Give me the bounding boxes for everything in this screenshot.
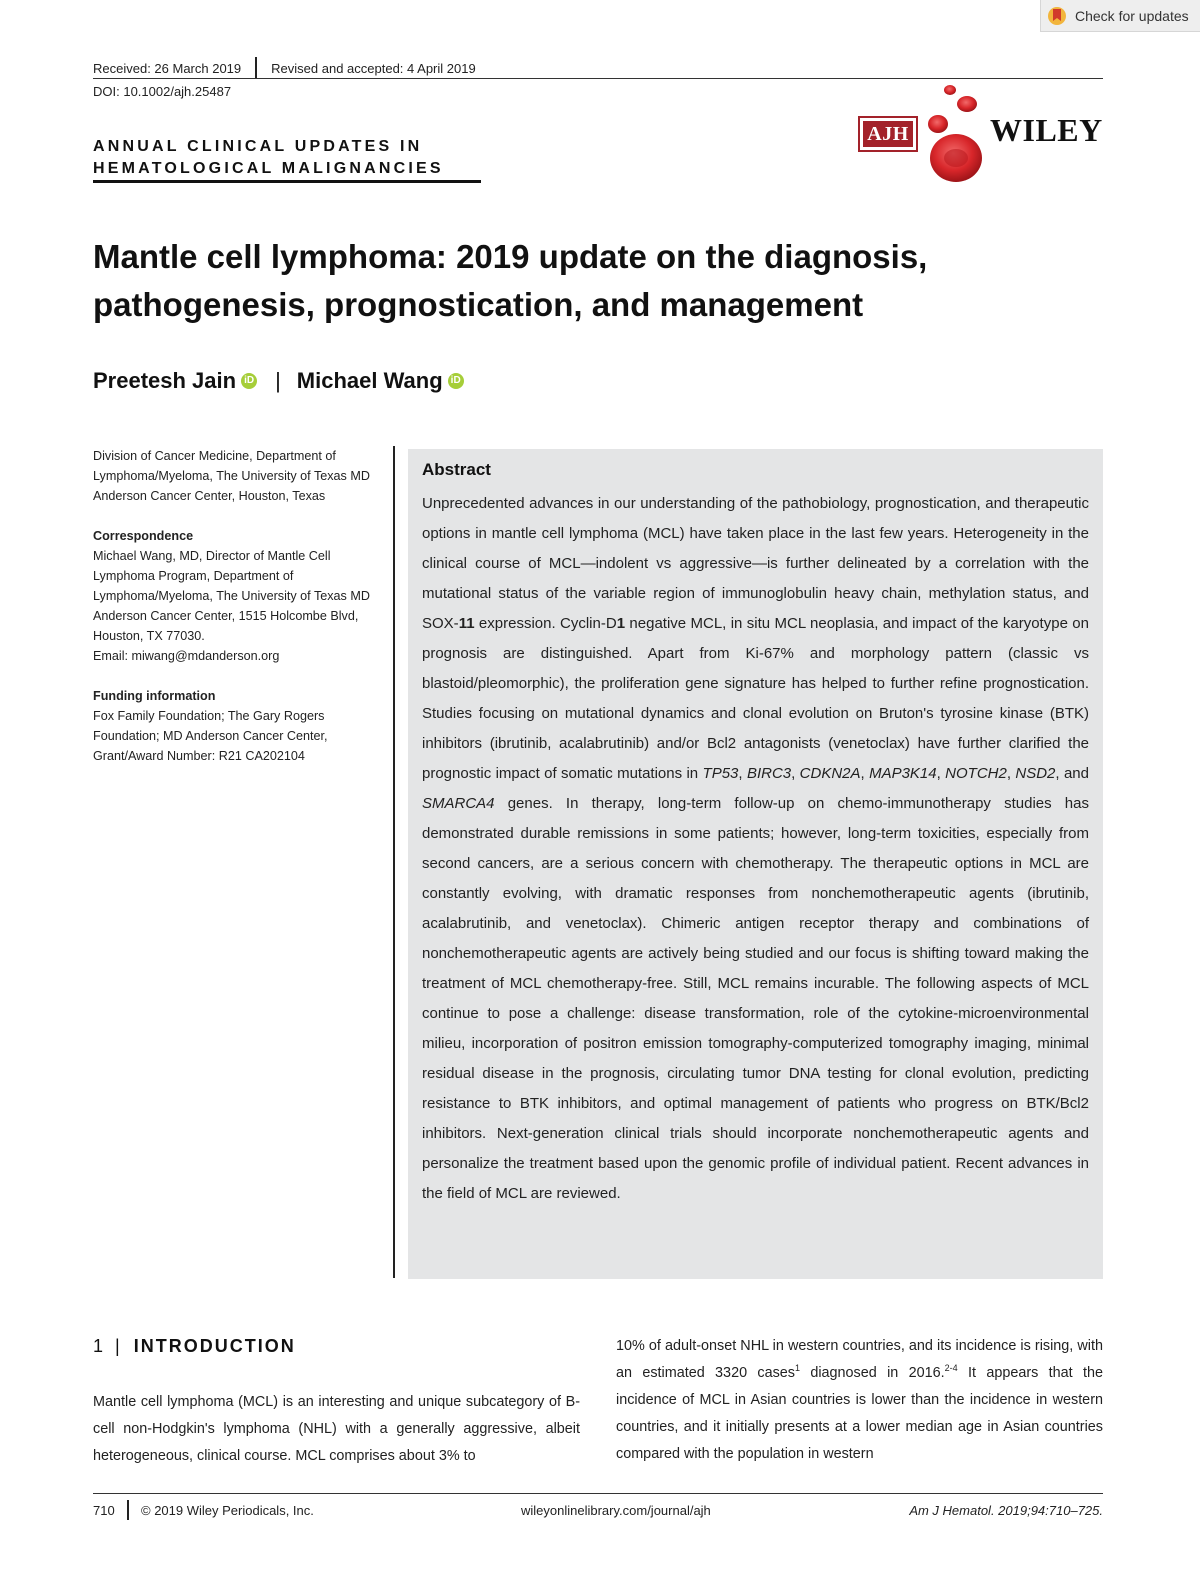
received-date: Received: 26 March 2019: [93, 60, 242, 76]
list-separator: ,: [738, 765, 747, 782]
introduction-heading: [93, 1336, 296, 1357]
footer-separator: [127, 1500, 129, 1520]
list-separator: ,: [791, 765, 800, 782]
correspondence-email[interactable]: Email: miwang@mdanderson.org: [93, 649, 280, 663]
section-label-line2: HEMATOLOGICAL MALIGNANCIES: [93, 160, 444, 177]
reference-marker[interactable]: 2-4: [944, 1363, 958, 1374]
abstract-part: negative MCL, in situ MCL neoplasia, and impact of the karyotype on prognosis are distinguished. Apart from Ki-67% and morphology pattern (classic vs blastoid/pleomorphic), the proliferation gene signature has helped to further refine prognostication. Studies focusing on mutational dynamics and clonal evolution on Bruton's tyrosine kinase (BTK) inhibitors (ibrutinib, acalabrutinib) and/or Bcl2 antagonists (venetoclax) have further clarified the prognostic impact of somatic mutations in: [422, 615, 1089, 782]
gene-name: SMARCA4: [422, 795, 495, 812]
ajh-logo-text: AJH: [863, 121, 913, 147]
page-footer: [93, 1500, 1103, 1520]
revised-date: Revised and accepted: 4 April 2019: [271, 60, 476, 76]
correspondence-text: Michael Wang, MD, Director of Mantle Cell Lymphoma Program, Department of Lymphoma/Myeloma, The University of Texas MD Anderson Cancer Center, 1515 Holcombe Blvd, Houston, TX 77030.: [93, 549, 370, 643]
journal-link[interactable]: wileyonlinelibrary.com/journal/ajh: [521, 1502, 711, 1518]
correspondence-block: [93, 526, 383, 666]
abstract-heading: Abstract: [422, 460, 491, 479]
copyright: © 2019 Wiley Periodicals, Inc.: [141, 1502, 314, 1518]
gene-name: NOTCH2: [945, 765, 1007, 782]
column-divider: [393, 446, 395, 1278]
intro-text: It appears that the incidence of MCL in Asian countries is lower than the incidence in western countries, and it initially presents at a lower median age in Asian countries compared with the population in western: [616, 1365, 1103, 1462]
title-line2: pathogenesis, prognostication, and management: [93, 286, 864, 323]
gene-name: BIRC3: [746, 765, 792, 782]
abstract-box: [408, 449, 1103, 1279]
author-separator: |: [275, 368, 281, 393]
list-separator: ,: [860, 765, 870, 782]
intro-column-left: Mantle cell lymphoma (MCL) is an interesting and unique subcategory of B-cell non-Hodgkin's lymphoma (NHL) with a generally aggressive, albeit heterogeneous, clinical course. MCL comprises about 3% to: [93, 1394, 580, 1464]
gene-name: TP53: [702, 765, 739, 782]
intro-text: diagnosed in 2016.: [800, 1365, 945, 1381]
cyclin-number: 1: [616, 615, 626, 632]
doi[interactable]: DOI: 10.1002/ajh.25487: [93, 84, 232, 99]
article-title: [93, 233, 1093, 329]
header-rule: [93, 78, 1103, 79]
abstract-part: expression. Cyclin-D: [474, 615, 617, 632]
citation: Am J Hematol. 2019;94:710–725.: [909, 1502, 1103, 1518]
intro-column-right: [616, 1333, 1103, 1468]
affiliation: Division of Cancer Medicine, Department of Lymphoma/Myeloma, The University of Texas MD Anderson Cancer Center, Houston, Texas: [93, 449, 370, 503]
abstract-part: Unprecedented advances in our understanding of the pathobiology, prognostication, and therapeutic options in mantle cell lymphoma (MCL) have taken place in the last few years. Heterogeneity in the clinical course of MCL—indolent vs aggressive—is further delineated by a correlation with the mutational status of the variable region of immunoglobulin heavy chain, methylation status, and SOX-: [422, 495, 1089, 632]
list-separator: , and: [1055, 765, 1089, 782]
orcid-icon[interactable]: iD: [448, 373, 464, 389]
date-separator: [255, 57, 257, 79]
check-for-updates-icon: [1047, 6, 1067, 26]
funding-text: Fox Family Foundation; The Gary Rogers Foundation; MD Anderson Cancer Center, Grant/Award Number: R21 CA202104: [93, 709, 328, 763]
check-for-updates-label: Check for updates: [1075, 7, 1189, 24]
gene-name: CDKN2A: [799, 765, 861, 782]
list-separator: ,: [936, 765, 946, 782]
section-title: INTRODUCTION: [133, 1336, 296, 1356]
section-bar: |: [115, 1336, 120, 1356]
gene-name: NSD2: [1015, 765, 1056, 782]
red-blood-cells-icon: [920, 80, 986, 186]
intro-text: 10% of adult-onset NHL in western countries, and its incidence is rising, with an estimated 3320 cases: [616, 1338, 1103, 1381]
article-info-column: [93, 446, 383, 786]
gene-name: MAP3K14: [869, 765, 937, 782]
sox-number: 11: [458, 615, 475, 632]
funding-block: [93, 686, 383, 766]
section-label-line1: ANNUAL CLINICAL UPDATES IN: [93, 138, 423, 155]
section-number: 1: [93, 1336, 104, 1356]
check-for-updates-button[interactable]: [1040, 0, 1200, 32]
page-number: 710: [93, 1502, 115, 1518]
orcid-icon[interactable]: iD: [241, 373, 257, 389]
footer-rule: [93, 1493, 1103, 1494]
author-name[interactable]: Michael Wang: [296, 368, 443, 393]
section-rule: [93, 180, 481, 183]
title-line1: Mantle cell lymphoma: 2019 update on the diagnosis,: [93, 238, 928, 275]
abstract-part: genes. In therapy, long-term follow-up on chemo-immunotherapy studies has demonstrated durable remissions in some patients; however, long-term toxicities, especially from second cancers, are a serious concern with chemotherapy. The therapeutic options in MCL are constantly evolving, with dramatic responses from nonchemotherapeutic agents (ibrutinib, acalabrutinib, and venetoclax). Chimeric antigen receptor therapy and combinations of nonchemotherapeutic agents are actively being studied and our focus is shifting toward making the treatment of MCL chemotherapy-free. Still, MCL remains incurable. The following aspects of MCL continue to pose a challenge: disease transformation, role of the cytokine-microenvironmental milieu, incorporation of positron emission tomography-computerized tomography imaging, minimal residual disease in the prognosis, circulating tumor DNA testing for clonal evolution, predicting resistance to BTK inhibitors, and optimal management of patients who progress on BTK/Bcl2 inhibitors. Next-generation clinical trials should incorporate nonchemotherapeutic agents and personalize the treatment based upon the genomic profile of individual patient. Recent advances in the field of MCL are reviewed.: [422, 795, 1089, 1202]
correspondence-label: Correspondence: [93, 529, 194, 543]
reference-marker[interactable]: 1: [795, 1363, 801, 1374]
section-label: [93, 136, 444, 180]
author-name[interactable]: Preetesh Jain: [93, 368, 237, 393]
abstract-text: [422, 489, 1089, 1209]
article-dates: [93, 57, 476, 79]
funding-label: Funding information: [93, 689, 216, 703]
author-list: [93, 368, 468, 394]
wiley-publisher-logo: WILEY: [990, 112, 1103, 148]
ajh-journal-logo: [858, 116, 918, 152]
list-separator: ,: [1006, 765, 1016, 782]
